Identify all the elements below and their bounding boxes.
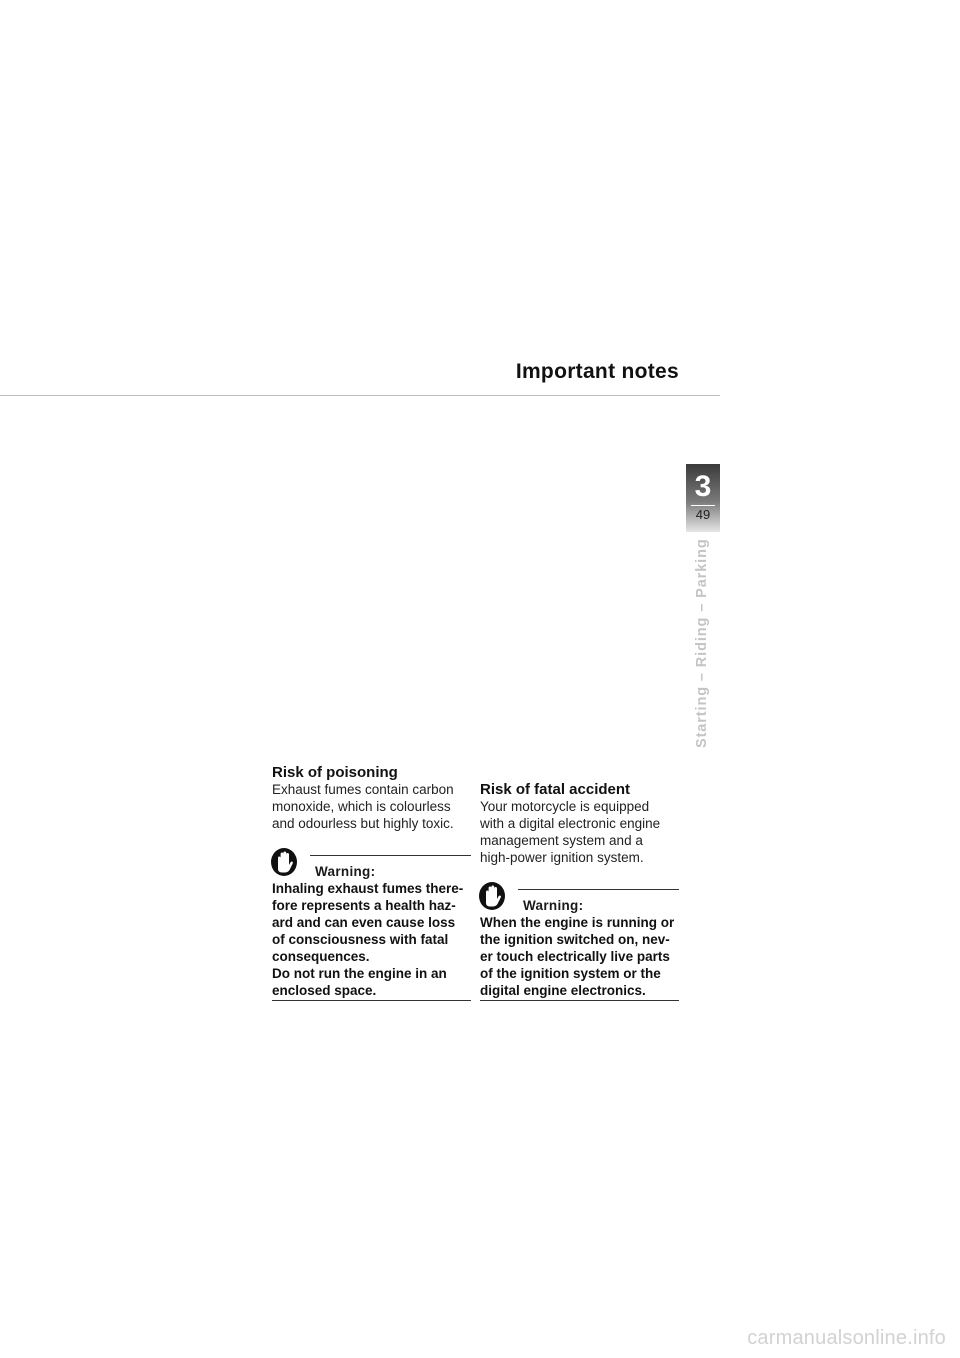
- warning-line: er touch electrically live parts: [480, 949, 670, 964]
- warning-line: When the engine is running or: [480, 915, 675, 930]
- warning-label: Warning:: [315, 864, 376, 879]
- warning-box: [480, 884, 679, 1001]
- body-line: management system and a: [480, 833, 643, 848]
- body-line: high-power ignition system.: [480, 850, 644, 865]
- chapter-number: 3: [694, 470, 712, 503]
- warning-line: enclosed space.: [272, 983, 377, 998]
- warning-line: digital engine electronics.: [480, 983, 646, 998]
- header-rule: [0, 395, 720, 396]
- warning-text: [272, 880, 471, 1001]
- body-line: monoxide, which is colourless: [272, 799, 451, 814]
- warning-text: [480, 914, 679, 1001]
- body-line: and odourless but highly toxic.: [272, 816, 454, 831]
- chapter-side-label: Starting – Riding – Parking: [694, 538, 710, 748]
- warning-line: of consciousness with fatal: [272, 932, 449, 947]
- section-risk-of-fatal-accident: [480, 781, 679, 1001]
- warning-line: of the ignition system or the: [480, 966, 661, 981]
- warning-box: [272, 850, 471, 1001]
- watermark: carmanualsonline.info: [747, 1327, 946, 1349]
- warning-rule: [310, 855, 471, 856]
- warning-rule: [518, 889, 679, 890]
- section-body: [272, 781, 471, 832]
- warning-header: [272, 850, 471, 880]
- raised-hand-icon: [270, 847, 298, 877]
- section-body: [480, 798, 679, 866]
- warning-line: Inhaling exhaust fumes there-: [272, 881, 464, 896]
- section-heading: Risk of fatal accident: [480, 781, 631, 798]
- section-risk-of-poisoning: [272, 764, 471, 1001]
- chapter-tab: [686, 464, 720, 532]
- warning-line: fore represents a health haz-: [272, 898, 456, 913]
- chapter-divider: [691, 505, 715, 506]
- warning-line: the ignition switched on, nev-: [480, 932, 670, 947]
- body-line: with a digital electronic engine: [480, 816, 661, 831]
- body-line: Exhaust fumes contain carbon: [272, 782, 454, 797]
- section-heading: Risk of poisoning: [272, 764, 398, 781]
- warning-label: Warning:: [523, 898, 584, 913]
- warning-line: consequences.: [272, 949, 370, 964]
- body-line: Your motorcycle is equipped: [480, 799, 650, 814]
- warning-line: ard and can even cause loss: [272, 915, 456, 930]
- warning-header: [480, 884, 679, 914]
- page-title: Important notes: [515, 360, 679, 383]
- page-number: 49: [695, 507, 711, 522]
- warning-line: Do not run the engine in an: [272, 966, 447, 981]
- raised-hand-icon: [478, 881, 506, 911]
